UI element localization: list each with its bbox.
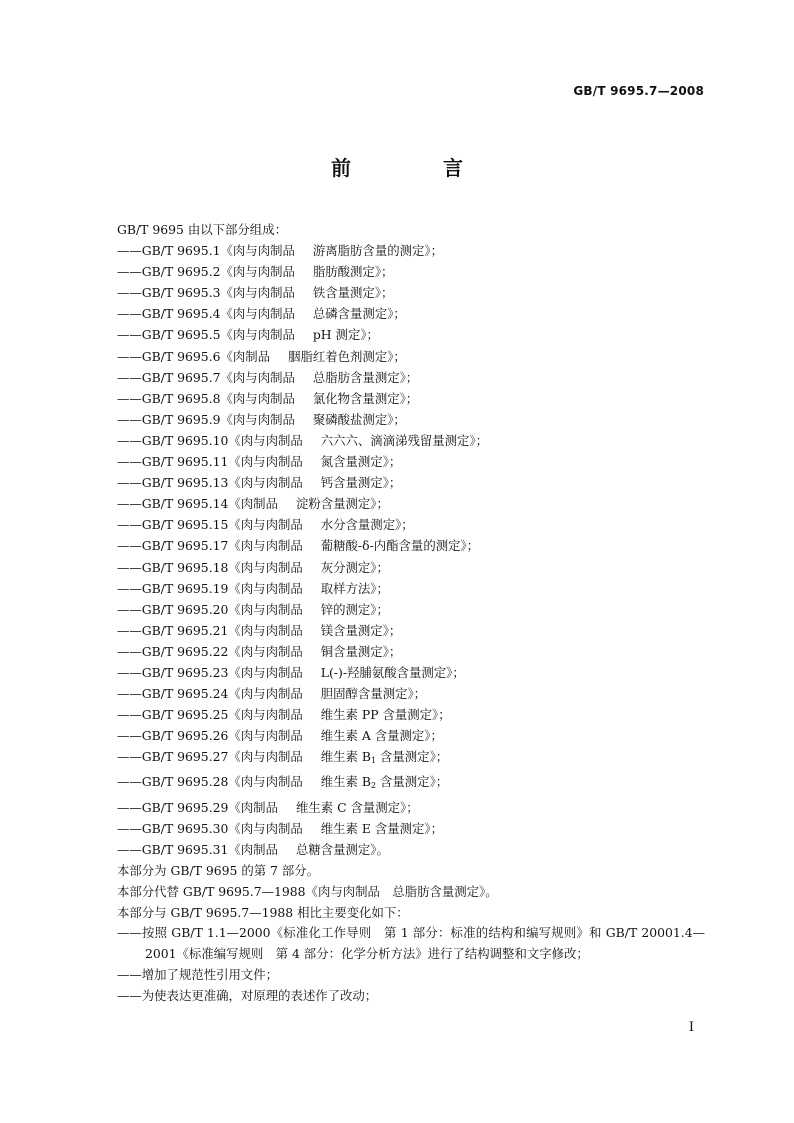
part-category: 《肉与肉制品 — [220, 327, 295, 343]
part-subject: 胆固醇含量测定》； — [320, 686, 427, 702]
foreword-body — [117, 219, 705, 1006]
part-list-item — [117, 261, 705, 282]
part-category: 《肉制品 — [228, 799, 278, 815]
part-subject: 镁含量测定》； — [320, 622, 402, 638]
part-category: 《肉与肉制品 — [228, 454, 303, 470]
part-list-item — [117, 514, 705, 535]
part-category: 《肉与肉制品 — [228, 601, 303, 617]
part-list-item — [117, 346, 705, 367]
part-code: ——GB/T 9695.3 — [117, 285, 221, 301]
part-category: 《肉与肉制品 — [228, 707, 303, 723]
part-category: 《肉与肉制品 — [228, 580, 303, 596]
changes-intro: 本部分与 GB/T 9695.7—1988 相比主要变化如下： — [117, 905, 409, 920]
part-category: 《肉与肉制品 — [228, 622, 303, 638]
part-subject: 钙含量测定》； — [320, 475, 402, 491]
part-code: ——GB/T 9695.9 — [117, 411, 221, 427]
part-subject: 水分含量测定》； — [320, 517, 414, 533]
part-subject: 游离脂肪含量的测定》； — [312, 243, 443, 259]
part-category: 《肉与肉制品 — [228, 686, 303, 702]
part-code: ——GB/T 9695.27 — [117, 749, 229, 765]
part-subject-suffix: 含量测定》； — [376, 749, 449, 765]
part-code: ——GB/T 9695.13 — [117, 475, 229, 491]
part-code: ——GB/T 9695.14 — [117, 496, 229, 512]
change-item: ——增加了规范性引用文件； — [117, 966, 279, 982]
part-code: ——GB/T 9695.17 — [117, 538, 229, 554]
part-subject: 总磷含量测定》； — [312, 306, 406, 322]
part-subject: 胭脂红着色剂测定》； — [288, 348, 406, 364]
page-number: I — [688, 1020, 694, 1035]
part-code: ——GB/T 9695.4 — [117, 306, 221, 322]
part-list-item — [117, 797, 705, 818]
part-subject: 维生素 E 含量测定》； — [320, 820, 443, 836]
part-code: ——GB/T 9695.24 — [117, 686, 229, 702]
part-list-item — [117, 557, 705, 578]
part-list-item — [117, 746, 705, 771]
part-category: 《肉与肉制品 — [220, 285, 295, 301]
part-list-item — [117, 324, 705, 345]
part-list-item — [117, 367, 705, 388]
part-list-item — [117, 599, 705, 620]
part-code: ——GB/T 9695.30 — [117, 820, 229, 836]
part-subject: 淀粉含量测定》； — [295, 496, 389, 512]
part-subject: 维生素 B — [320, 774, 371, 790]
part-code: ——GB/T 9695.18 — [117, 559, 229, 575]
part-code: ——GB/T 9695.5 — [117, 327, 221, 343]
part-list-item — [117, 839, 705, 860]
part-category: 《肉与肉制品 — [228, 517, 303, 533]
part-subject: 维生素 A 含量测定》； — [320, 728, 443, 744]
part-subject: 维生素 C 含量测定》； — [295, 799, 419, 815]
part-category: 《肉与肉制品 — [220, 369, 295, 385]
part-subject: 灰分测定》； — [320, 559, 389, 575]
part-subject: 取样方法》； — [320, 580, 389, 596]
part-list-item — [117, 578, 705, 599]
part-code: ——GB/T 9695.31 — [117, 841, 229, 857]
subscript: 2 — [370, 781, 377, 791]
standard-code: GB/T 9695.7—2008 — [573, 84, 704, 98]
part-list-item — [117, 641, 705, 662]
change-item: ——按照 GB/T 1.1—2000《标准化工作导则 第 1 部分：标准的结构和编写规则》和 GB/T 20001.4—2001《标准编写规则 第 4 部分：化学分析方法》进行了结构调整和文字修改； — [117, 925, 705, 961]
part-list-item — [117, 662, 705, 683]
part-category: 《肉与肉制品 — [220, 264, 295, 280]
part-category: 《肉制品 — [228, 496, 278, 512]
part-subject: 维生素 B — [320, 749, 371, 765]
part-category: 《肉与肉制品 — [220, 306, 295, 322]
part-list-item — [117, 430, 705, 451]
part-category: 《肉与肉制品 — [228, 664, 303, 680]
part-subject: 氯化物含量测定》； — [312, 390, 419, 406]
change-item: ——为使表达更准确，对原理的表述作了改动； — [117, 988, 378, 1003]
part-list-item — [117, 620, 705, 641]
part-category: 《肉与肉制品 — [220, 243, 295, 259]
part-code: ——GB/T 9695.22 — [117, 643, 229, 659]
part-category: 《肉与肉制品 — [228, 643, 303, 659]
part-list-item — [117, 535, 705, 556]
part-category: 《肉与肉制品 — [220, 390, 295, 406]
part-category: 《肉与肉制品 — [228, 432, 303, 448]
part-category: 《肉制品 — [220, 348, 271, 364]
part-subject-suffix: 含量测定》； — [376, 774, 449, 790]
part-category: 《肉与肉制品 — [228, 774, 303, 790]
part-subject: 聚磷酸盐测定》； — [312, 411, 406, 427]
part-list-item — [117, 725, 705, 746]
part-code: ——GB/T 9695.23 — [117, 664, 229, 680]
part-subject: 脂肪酸测定》； — [312, 264, 394, 280]
part-code: ——GB/T 9695.15 — [117, 517, 229, 533]
part-list-item — [117, 451, 705, 472]
part-code: ——GB/T 9695.25 — [117, 707, 229, 723]
part-code: ——GB/T 9695.6 — [117, 348, 221, 364]
part-list-item — [117, 771, 705, 796]
part-list-item — [117, 409, 705, 430]
part-of-statement: 本部分为 GB/T 9695 的第 7 部分。 — [117, 862, 320, 878]
part-category: 《肉与肉制品 — [228, 559, 303, 575]
part-code: ——GB/T 9695.11 — [117, 454, 229, 470]
part-subject: 铜含量测定》； — [320, 643, 402, 659]
part-list-item — [117, 704, 705, 725]
part-code: ——GB/T 9695.21 — [117, 622, 229, 638]
part-code: ——GB/T 9695.20 — [117, 601, 229, 617]
part-list-item — [117, 388, 705, 409]
part-list-item — [117, 493, 705, 514]
part-code: ——GB/T 9695.10 — [117, 432, 229, 448]
part-category: 《肉与肉制品 — [228, 728, 303, 744]
part-subject: 葡糖酸-δ-内酯含量的测定》； — [320, 538, 480, 554]
part-category: 《肉与肉制品 — [228, 820, 303, 836]
part-subject: 铁含量测定》； — [312, 285, 394, 301]
part-category: 《肉制品 — [228, 841, 278, 857]
part-code: ——GB/T 9695.2 — [117, 264, 221, 280]
part-subject: L(-)-羟脯氨酸含量测定》； — [320, 664, 465, 680]
part-code: ——GB/T 9695.29 — [117, 799, 229, 815]
part-code: ——GB/T 9695.26 — [117, 728, 229, 744]
part-category: 《肉与肉制品 — [228, 538, 303, 554]
intro-line: GB/T 9695 由以下部分组成： — [117, 222, 287, 237]
part-list-item — [117, 303, 705, 324]
part-subject: 氮含量测定》； — [320, 454, 402, 470]
part-subject: 锌的测定》； — [320, 601, 389, 617]
part-category: 《肉与肉制品 — [228, 749, 303, 765]
part-code: ——GB/T 9695.1 — [117, 243, 221, 259]
part-category: 《肉与肉制品 — [228, 475, 303, 491]
parts-list — [117, 240, 705, 860]
part-list-item — [117, 683, 705, 704]
replaces-statement: 本部分代替 GB/T 9695.7—1988《肉与肉制品 总脂肪含量测定》。 — [117, 883, 498, 899]
part-subject: 总脂肪含量测定》； — [312, 369, 419, 385]
part-code: ——GB/T 9695.8 — [117, 390, 221, 406]
part-list-item — [117, 818, 705, 839]
part-subject: pH 测定》； — [312, 327, 379, 343]
part-category: 《肉与肉制品 — [220, 411, 295, 427]
part-subject: 维生素 PP 含量测定》； — [320, 707, 451, 723]
part-list-item — [117, 240, 705, 261]
subscript: 1 — [370, 756, 377, 766]
part-code: ——GB/T 9695.19 — [117, 580, 229, 596]
part-list-item — [117, 472, 705, 493]
part-code: ——GB/T 9695.28 — [117, 774, 229, 790]
part-subject: 总糖含量测定》。 — [295, 841, 389, 857]
part-subject: 六六六、滴滴涕残留量测定》； — [320, 432, 489, 448]
page-title: 前 言 — [331, 156, 499, 180]
part-list-item — [117, 282, 705, 303]
part-code: ——GB/T 9695.7 — [117, 369, 221, 385]
